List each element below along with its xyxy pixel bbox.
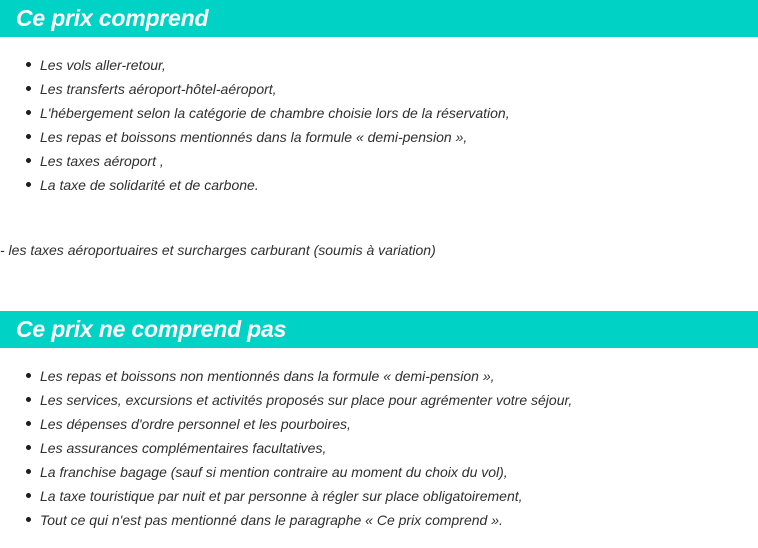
excluded-item: Tout ce qui n'est pas mentionné dans le paragraphe « Ce prix comprend ». [24, 508, 572, 532]
included-item: Les repas et boissons mentionnés dans la formule « demi-pension », [24, 125, 510, 149]
excluded-item: La taxe touristique par nuit et par personne à régler sur place obligatoirement, [24, 484, 572, 508]
excluded-list [24, 364, 572, 532]
included-item: La taxe de solidarité et de carbone. [24, 173, 510, 197]
included-item: Les vols aller-retour, [24, 53, 510, 77]
excluded-section-header [0, 311, 758, 348]
excluded-item: Les assurances complémentaires facultatives, [24, 436, 572, 460]
fees-note: - les taxes aéroportuaires et surcharges carburant (soumis à variation) [0, 242, 436, 258]
included-section-title: Ce prix comprend [16, 5, 209, 31]
excluded-item: Les repas et boissons non mentionnés dans la formule « demi-pension », [24, 364, 572, 388]
included-item: L'hébergement selon la catégorie de chambre choisie lors de la réservation, [24, 101, 510, 125]
included-item: Les taxes aéroport , [24, 149, 510, 173]
included-list [24, 53, 510, 197]
included-item: Les transferts aéroport-hôtel-aéroport, [24, 77, 510, 101]
included-section-header [0, 0, 758, 37]
excluded-item: Les services, excursions et activités proposés sur place pour agrémenter votre séjour, [24, 388, 572, 412]
excluded-item: Les dépenses d'ordre personnel et les pourboires, [24, 412, 572, 436]
excluded-section-title: Ce prix ne comprend pas [16, 316, 287, 342]
excluded-item: La franchise bagage (sauf si mention contraire au moment du choix du vol), [24, 460, 572, 484]
